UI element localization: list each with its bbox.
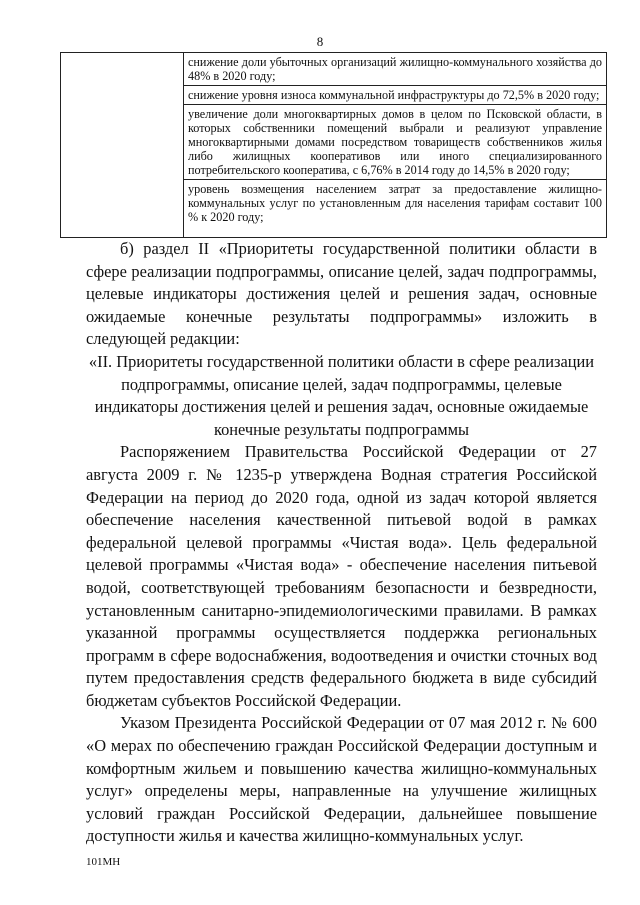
table-cell: снижение доли убыточных организаций жилищно-коммунального хозяйства до 48% в 2020 году; [184,53,606,86]
table-cell: уровень возмещения населением затрат за предоставление жилищно-коммунальных услуг по установленным для населения тарифам составит 100 % к 2020 году; [188,182,602,224]
indicators-table [60,52,607,238]
page-number: 8 [316,34,324,49]
section-heading: «II. Приоритеты государственной политики области в сфере реализации подпрограммы, описание целей, задач подпрограммы, целевые индикаторы достижения целей и решения задач, основные ожидаемые конечные результаты подпрограммы [88,351,595,439]
paragraph: Указом Президента Российской Федерации от 07 мая 2012 г. № 600 «О мерах по обеспечению граждан Российской Федерации доступным и комфортным жильем и повышению качества жилищно-коммунальных услуг» определены меры, направленные на улучшение жилищных условий граждан Российской Федерации, дальнейшее повышение доступности жилья и качества жилищно-коммунальных услуг. [86,713,597,846]
table-right-column [184,53,606,237]
table-cell: увеличение доли многоквартирных домов в целом по Псковской области, в которых собственники помещений выбрали и реализуют управление многоквартирными домами посредством товариществ собственников жилья либо жилищных кооперативов или иного специализированного потребительского кооператива, с 6,76% в 2014 году до 14,5% в 2020 году; [184,105,606,180]
document-code: 101МН [86,856,121,868]
table-left-column [61,53,184,237]
paragraph-b: б) раздел II «Приоритеты государственной политики области в сфере реализации подпрограммы, описание целей, задач подпрограммы, целевые индикаторы достижения целей и решения задач, основные ожидаемые конечные результаты подпрограммы» изложить в следующей редакции: [86,239,597,349]
table-cell: снижение уровня износа коммунальной инфраструктуры до 72,5% в 2020 году; [184,86,606,105]
document-body [86,238,597,848]
paragraph: Распоряжением Правительства Российской Федерации от 27 августа 2009 г. № 1235-р утверждена Водная стратегия Российской Федерации на период до 2020 года, одной из задач которой является обеспечение населения качественной питьевой водой в рамках федеральной целевой программы «Чистая вода». Цель федеральной целевой программы «Чистая вода» - обеспечение населения питьевой водой, соответствующей требованиям безопасности и безвредности, установленным санитарно-эпидемиологическими правилами. В рамках указанной программы осуществляется поддержка региональных программ в сфере водоснабжения, водоотведения и очистки сточных вод путем предоставления средств федерального бюджета в виде субсидий бюджетам субъектов Российской Федерации. [86,442,597,710]
